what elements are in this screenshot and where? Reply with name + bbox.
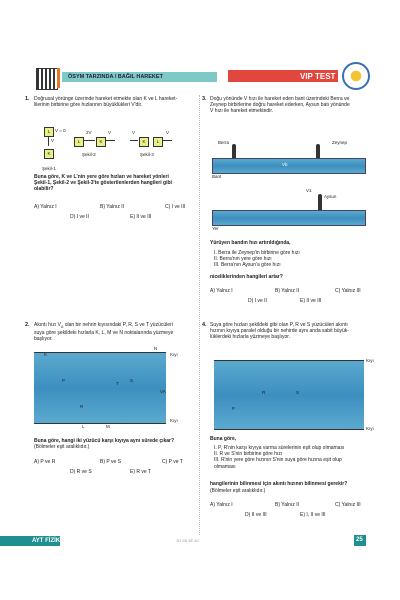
q2-option-e[interactable]: E) R ve T: [130, 469, 152, 475]
q1-option-e[interactable]: E) II ve III: [130, 214, 152, 220]
v0-label: V = 0: [55, 128, 66, 133]
arrow-right-icon: [105, 140, 115, 141]
moving-band: [212, 158, 366, 174]
footer-subject: AYT FİZİK: [32, 537, 61, 544]
q1-question: Buna göre, K ve L'nin yere göre hızları ve hareket yönleri Şekil-1, Şekil-2 ve Şekil-3'te gösterilenlerden hangileri gibi olabilir?: [34, 174, 172, 193]
section-title: ÖSYM TARZINDA / BAĞIL HAREKET: [68, 73, 163, 80]
vip-label: VIP TEST 1: [300, 71, 343, 81]
q4-question-end: hangilerinin bilinmesi için akıntı hızının bilinmesi gerekir?: [210, 481, 348, 487]
column-divider: [199, 95, 200, 535]
q4-note: (Bölmeler eşit aralıklıdır.): [210, 488, 266, 494]
q2-river-figure: [34, 352, 166, 424]
q1-figure2: L 2V K V Şekil-2: [72, 130, 132, 160]
box-K: K: [44, 149, 54, 159]
q3-question-end: niceliklerinden hangileri artar?: [210, 274, 283, 280]
q3-items: I. Berra ile Zeynep'in birbirine göre hızı II. Berra'nın yere göre hızı III. Berra'nın Aysun'a göre hızı: [214, 250, 300, 269]
q2-option-c[interactable]: C) P ve T: [162, 459, 183, 465]
qr-code: [36, 68, 58, 90]
sekil1-label: Şekil-1: [42, 166, 56, 171]
q4-option-d[interactable]: D) II ve III: [245, 512, 267, 518]
q1-option-a[interactable]: A) Yalnız I: [34, 204, 57, 210]
q4-option-b[interactable]: B) Yalnız II: [275, 502, 299, 508]
ground-floor: [212, 210, 366, 226]
q1-figure3: V K L V Şekil-3: [128, 130, 188, 160]
person-berra-icon: [232, 144, 236, 158]
q3-number: 3.: [202, 96, 207, 102]
q3-stem: Doğu yönünde V hızı ile hareket eden bant üzerindeki Berra ve Zeynep birbirlerine doğru hareket ederken, Aysun batı yönünde V hızı ile hareket etmektedir.: [210, 96, 350, 115]
arrow-right-icon: [83, 140, 95, 141]
q4-items: I. P, R'nin karşı kıyıya varma sürelerinin eşit olup olmaması II. R ve S'nin birbirine göre hızı III. R'nin yere göre hızının S'nin suya göre hızına eşit olup olmaması: [214, 445, 345, 470]
q2-option-d[interactable]: D) R ve S: [70, 469, 92, 475]
q1-stem: Doğrusal yörünge üzerinde hareket etmekte olan K ve L hareket- lilerinin birbirine göre hızlarının büyüklükleri V'dir.: [34, 96, 178, 109]
q3-intro: Yürüyen bandın hızı artırıldığında,: [210, 240, 291, 246]
q4-river-figure: [214, 360, 364, 430]
q3-option-d[interactable]: D) I ve II: [248, 298, 267, 304]
arrow-v-label: V: [51, 138, 55, 143]
person-zeynep-icon: [316, 144, 320, 158]
q4-option-c[interactable]: C) Yalnız III: [335, 502, 361, 508]
q3-option-a[interactable]: A) Yalnız I: [210, 288, 233, 294]
q2-stem: Akıntı hızı $V_A$ olan bir nehrin kıyısındaki P, R, S ve T yüzücüleri suya göre şekildeki hızlarla K, L, M ve N noktalarında yüzmeye başlıyor.: [34, 322, 174, 343]
q3-option-e[interactable]: E) II ve III: [300, 298, 322, 304]
q4-stem: Suya göre hızları şekildeki gibi olan P, R ve S yüzücüleri akıntı hızının kıyıya paralel olduğu bir nehirde aynı anda sabit büyük- lüklerdeki hızlarla yüzmeye başlıyor.: [210, 322, 349, 341]
q2-number: 2.: [25, 322, 30, 328]
q4-option-a[interactable]: A) Yalnız I: [210, 502, 233, 508]
q1-option-b[interactable]: B) Yalnız II: [100, 204, 124, 210]
q2-option-a[interactable]: A) P ve R: [34, 459, 56, 465]
logo-seal-icon: [342, 62, 370, 90]
q4-intro: Buna göre,: [210, 436, 237, 442]
q1-option-c[interactable]: C) I ve III: [165, 204, 186, 210]
arrow-down-icon: [48, 136, 49, 146]
arrow-left-icon: [130, 140, 138, 141]
q3-option-b[interactable]: B) Yalnız II: [275, 288, 299, 294]
box-L: L: [44, 127, 54, 137]
page-number: 25: [356, 537, 363, 543]
q1-number: 1.: [25, 96, 30, 102]
q4-option-e[interactable]: E) I, II ve III: [300, 512, 326, 518]
arrow-right-icon: [162, 140, 172, 141]
q3-band-figure: Berra Zeynep Vb Bant V1 Aysun Yer: [212, 140, 364, 230]
q4-number: 4.: [202, 322, 207, 328]
q3-option-c[interactable]: C) Yalnız III: [335, 288, 361, 294]
q2-question: Buna göre, hangi iki yüzücü karşı kıyıya aynı sürede çıkar?: [34, 438, 175, 444]
q1-option-d[interactable]: D) I ve II: [70, 214, 89, 220]
q2-option-b[interactable]: B) P ve S: [100, 459, 122, 465]
footer-answers: 1D 2B 3E 4C: [176, 538, 200, 543]
qr-label: [57, 68, 60, 88]
q2-note: (Bölmeler eşit aralıklıdır.): [34, 444, 90, 450]
